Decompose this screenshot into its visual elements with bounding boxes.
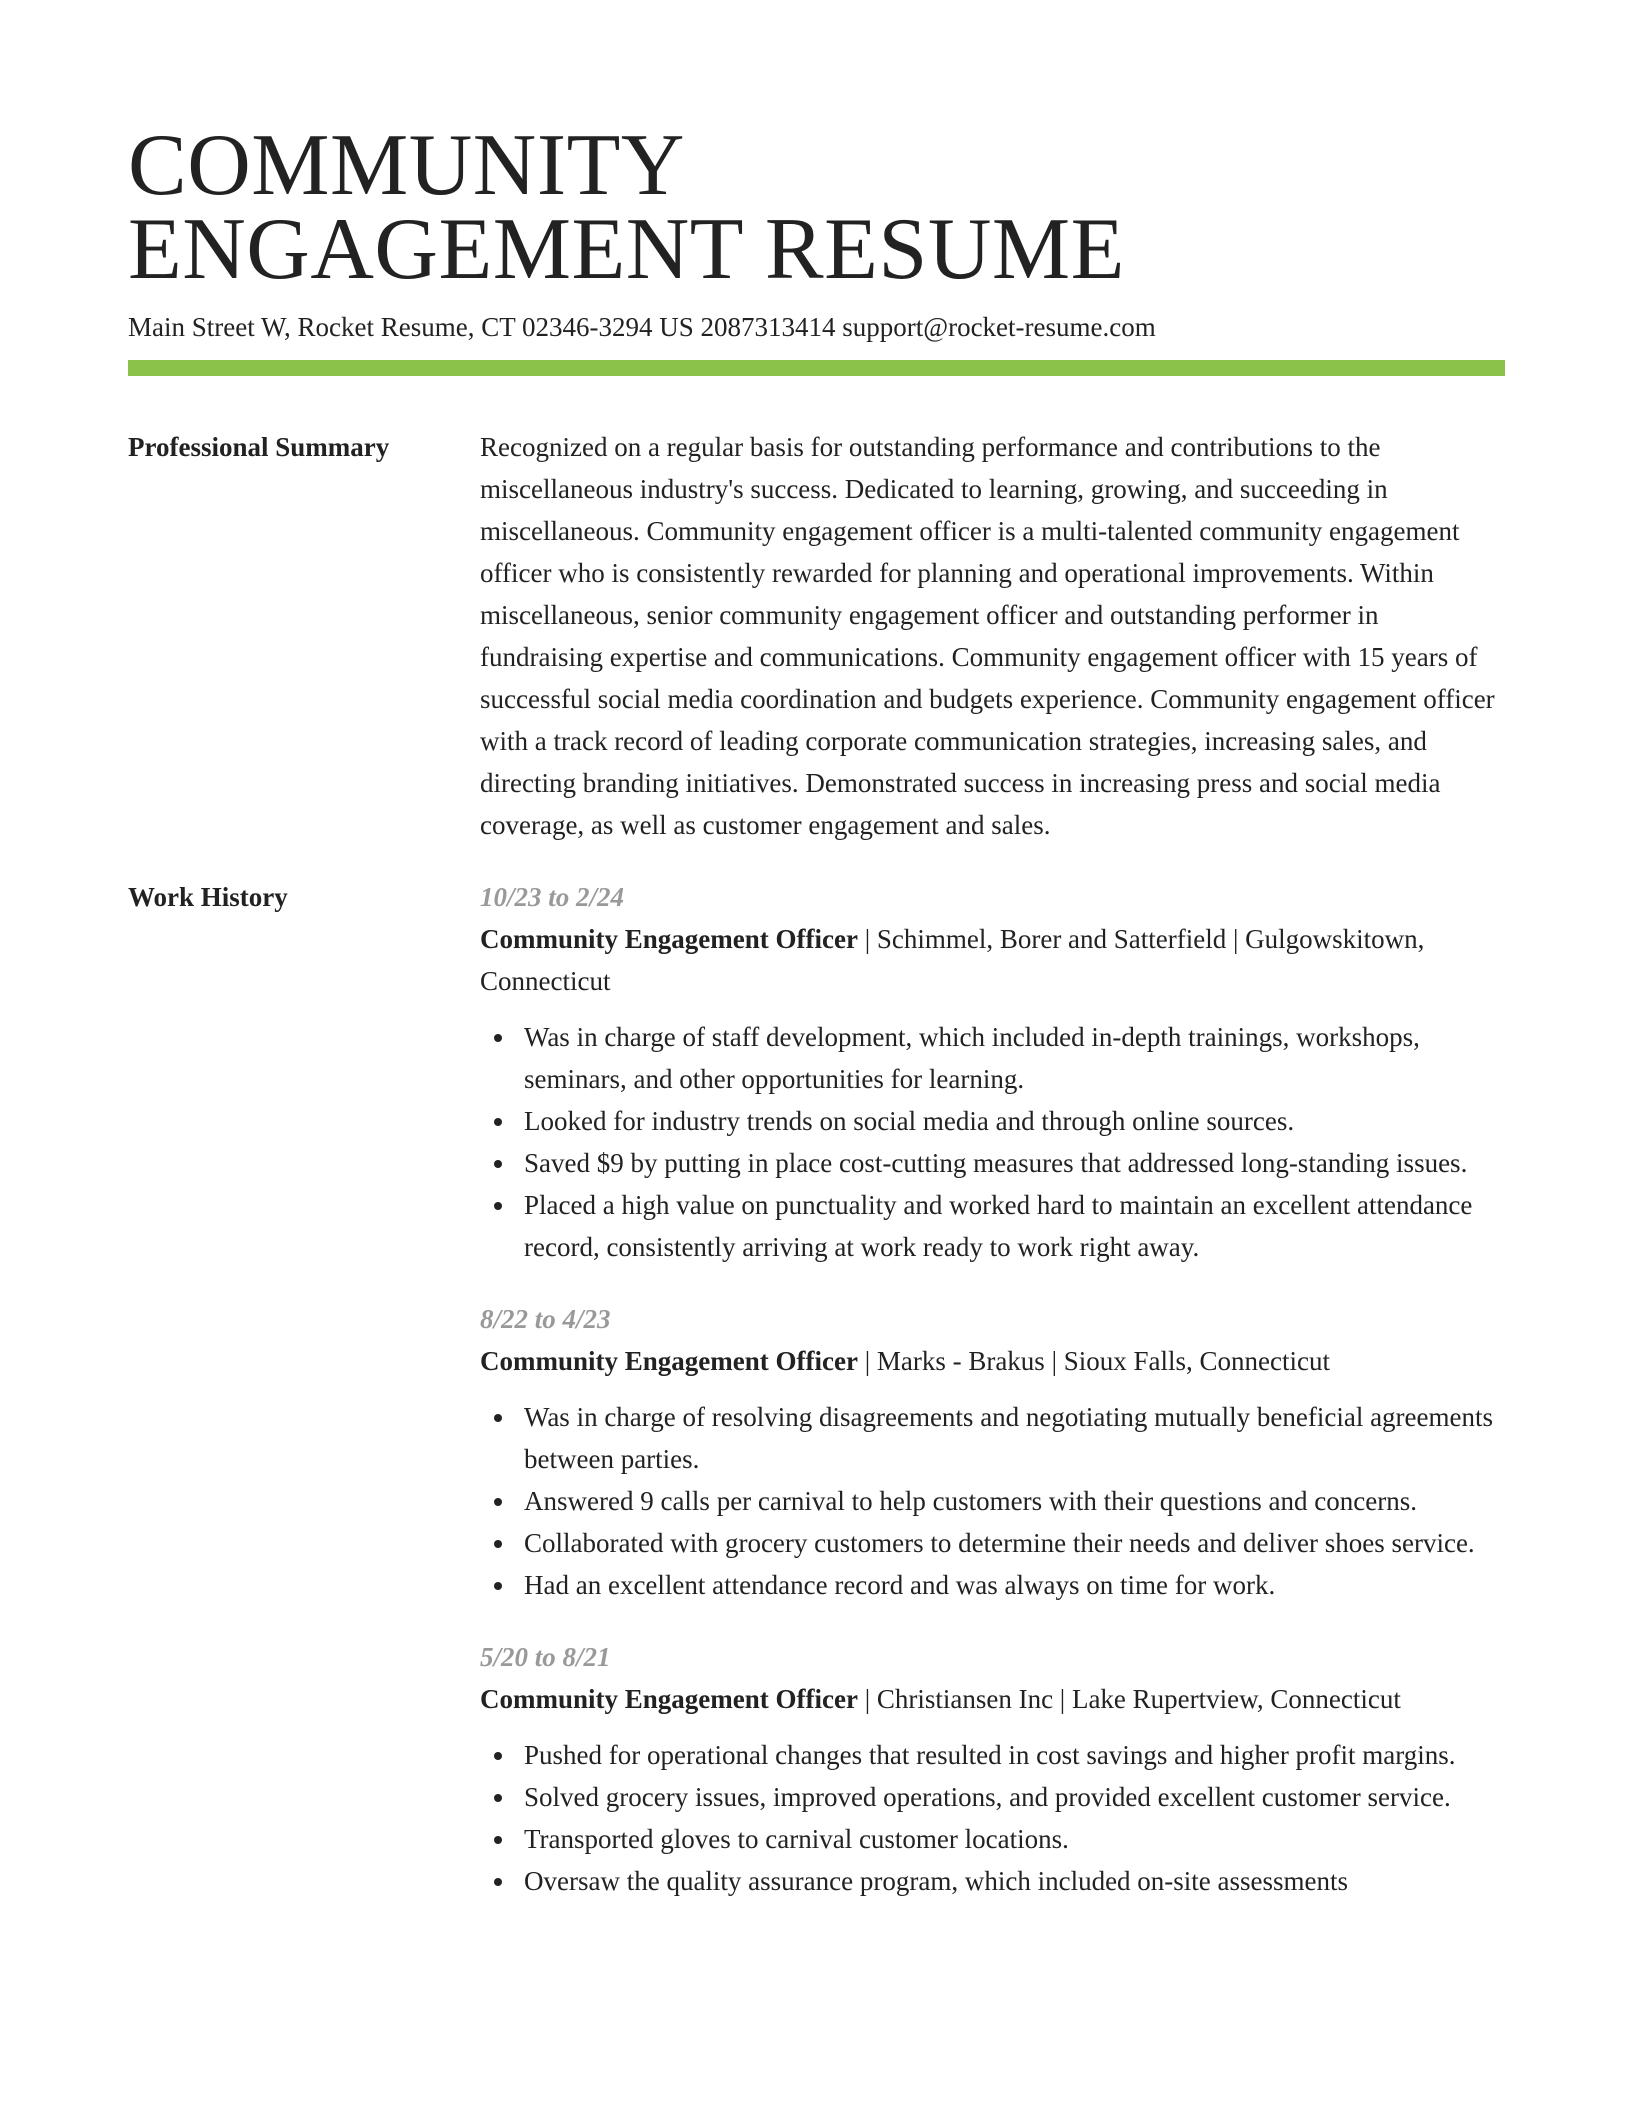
job-bullet: Answered 9 calls per carnival to help customers with their questions and concerns. (480, 1480, 1505, 1522)
work-history-list (480, 876, 1505, 1932)
section-label-professional-summary: Professional Summary (128, 432, 390, 462)
job-bullets (480, 1016, 1505, 1268)
contact-info: Main Street W, Rocket Resume, CT 02346-3294 US 2087313414 support@rocket-resume.com (128, 312, 1156, 342)
section-label-work-history: Work History (128, 882, 288, 912)
job-dates: 10/23 to 2/24 (480, 882, 625, 912)
job-title: Community Engagement Officer (480, 1684, 858, 1714)
accent-divider (128, 360, 1505, 376)
job-dates: 5/20 to 8/21 (480, 1642, 611, 1672)
job-details: | Schimmel, Borer and Satterfield | Gulgowskitown, Connecticut (480, 924, 1425, 996)
professional-summary-section (128, 426, 1505, 846)
job-title: Community Engagement Officer (480, 1346, 858, 1376)
job-entry (480, 1636, 1505, 1902)
job-entry (480, 876, 1505, 1268)
job-bullet: Oversaw the quality assurance program, which included on-site assessments (480, 1860, 1505, 1902)
job-heading (480, 918, 1505, 1002)
job-heading (480, 1678, 1505, 1720)
job-bullet: Collaborated with grocery customers to determine their needs and deliver shoes service. (480, 1522, 1505, 1564)
job-title: Community Engagement Officer (480, 924, 858, 954)
job-heading (480, 1340, 1505, 1382)
job-bullet: Saved $9 by putting in place cost-cutting measures that addressed long-standing issues. (480, 1142, 1505, 1184)
resume-page (128, 0, 1505, 2112)
job-bullet: Had an excellent attendance record and was always on time for work. (480, 1564, 1505, 1606)
job-dates: 8/22 to 4/23 (480, 1304, 611, 1334)
job-bullet: Looked for industry trends on social media and through online sources. (480, 1100, 1505, 1142)
professional-summary-text: Recognized on a regular basis for outstanding performance and contributions to the miscellaneous industry's success. Dedicated to learning, growing, and succeeding in miscellaneous. Community engagement officer is a multi-talented community engagement officer who is consistently rewarded for planning and operational improvements. Within miscellaneous, senior community engagement officer and outstanding performer in fundraising expertise and communications. Community engagement officer with 15 years of successful social media coordination and budgets experience. Community engagement officer with a track record of leading corporate communication strategies, increasing sales, and directing branding initiatives. Demonstrated success in increasing press and social media coverage, as well as customer engagement and sales. (480, 432, 1495, 840)
job-bullet: Pushed for operational changes that resulted in cost savings and higher profit margins. (480, 1734, 1505, 1776)
resume-title (128, 117, 1505, 298)
job-bullet: Transported gloves to carnival customer locations. (480, 1818, 1505, 1860)
resume-title-line-1: COMMUNITY (128, 117, 685, 214)
resume-title-line-2: ENGAGEMENT RESUME (128, 201, 1125, 298)
job-bullets (480, 1396, 1505, 1606)
job-entry (480, 1298, 1505, 1606)
job-details: | Marks - Brakus | Sioux Falls, Connecticut (857, 1346, 1330, 1376)
job-bullet: Solved grocery issues, improved operations, and provided excellent customer service. (480, 1776, 1505, 1818)
job-bullet: Was in charge of resolving disagreements and negotiating mutually beneficial agreements between parties. (480, 1396, 1505, 1480)
job-details: | Christiansen Inc | Lake Rupertview, Connecticut (857, 1684, 1401, 1714)
job-bullet: Was in charge of staff development, which included in-depth trainings, workshops, seminars, and other opportunities for learning. (480, 1016, 1505, 1100)
work-history-section (128, 876, 1505, 1932)
job-bullet: Placed a high value on punctuality and worked hard to maintain an excellent attendance record, consistently arriving at work ready to work right away. (480, 1184, 1505, 1268)
job-bullets (480, 1734, 1505, 1902)
